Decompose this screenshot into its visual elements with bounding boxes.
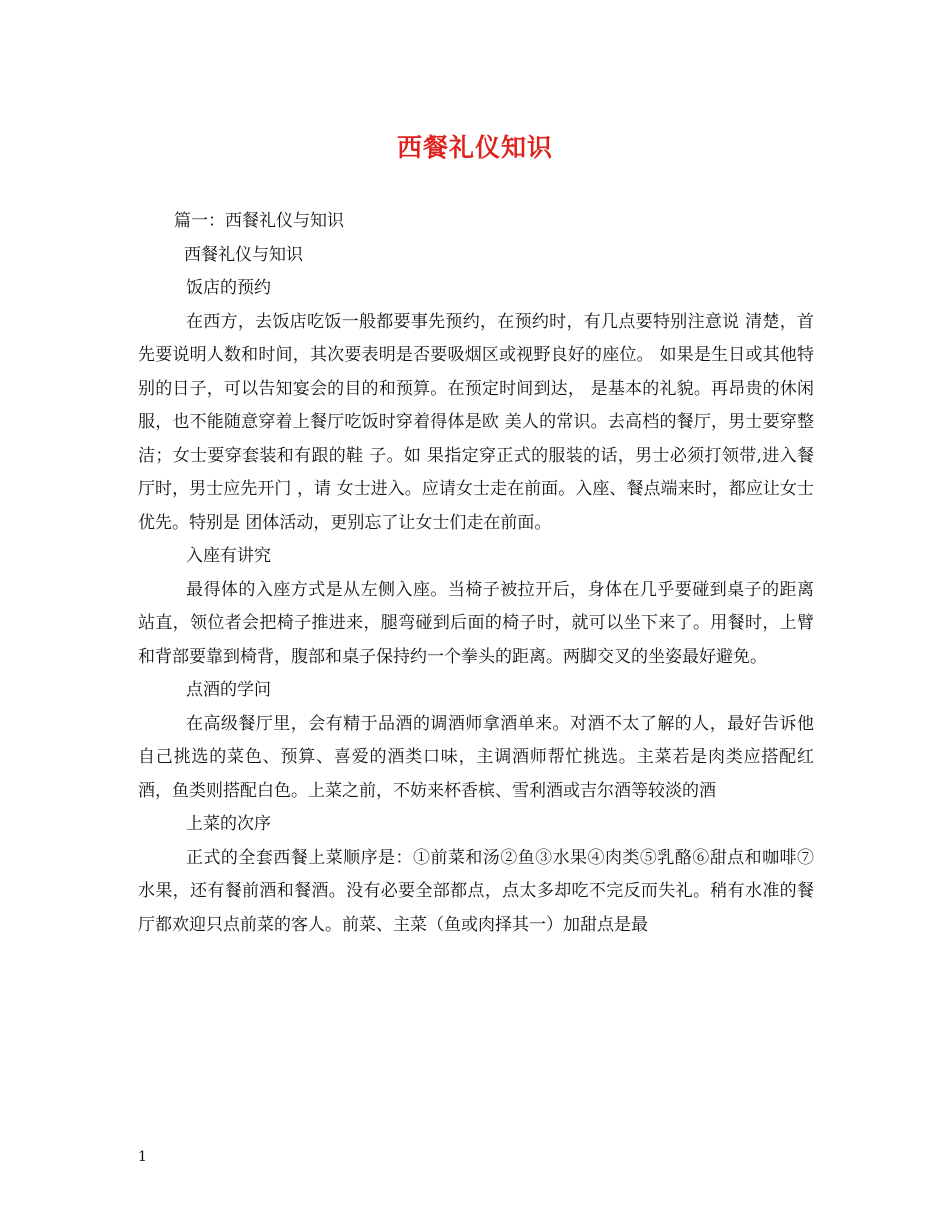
section-heading-wine: 点酒的学问 [186, 680, 271, 700]
chapter-heading: 篇一：西餐礼仪与知识 [174, 211, 344, 231]
document-subtitle: 西餐礼仪与知识 [184, 244, 303, 265]
section-paragraph-wine: 在高级餐厅里，会有精于品酒的调酒师拿酒单来。对酒不太了解的人，最好告诉他自己挑选的菜色、预算、喜爱的酒类口味，主调酒师帮忙挑选。主菜若是肉类应搭配红酒，鱼类则搭配白色。上菜之前，不妨来杯香槟、雪利酒或吉尔酒等较淡的酒 [138, 713, 814, 801]
page-number: 1 [138, 1149, 147, 1165]
section-heading-course-order: 上菜的次序 [186, 814, 271, 834]
section-heading-reservation: 饭店的预约 [186, 278, 271, 298]
section-paragraph-reservation: 在西方，去饭店吃饭一般都要事先预约，在预约时，有几点要特别注意说 清楚，首先要说明人数和时间，其次要表明是否要吸烟区或视野良好的座位。 如果是生日或其他特别的日子，可以告知宴会的目的和预算。在预定时间到达， 是基本的礼貌。再昂贵的休闲服，也不能随意穿着上餐厅吃饭时穿着得体是欧 美人的常识。去高档的餐厅，男士要穿整洁；女士要穿套装和有跟的鞋 子。如 果指定穿正式的服装的话，男士必须打领带,进入餐厅时，男士应先开门 ，请 女士进入。应请女士走在前面。入座、餐点端来时，都应让女士优先。特别是 团体活动，更别忘了让女士们走在前面。 [138, 311, 814, 533]
document-body [138, 205, 814, 942]
section-paragraph-course-order: 正式的全套西餐上菜顺序是：①前菜和汤②鱼③水果④肉类⑤乳酪⑥甜点和咖啡⑦水果，还有餐前酒和餐酒。没有必要全部都点，点太多却吃不完反而失礼。稍有水准的餐厅都欢迎只点前菜的客人。前菜、主菜（鱼或肉择其一）加甜点是最 [138, 847, 814, 935]
document-title: 西餐礼仪知识 [396, 133, 553, 162]
section-paragraph-seating: 最得体的入座方式是从左侧入座。当椅子被拉开后，身体在几乎要碰到桌子的距离站直，领位者会把椅子推进来，腿弯碰到后面的椅子时，就可以坐下来了。用餐时，上臂和背部要靠到椅背，腹部和桌子保持约一个拳头的距离。两脚交叉的坐姿最好避免。 [138, 579, 814, 667]
section-heading-seating: 入座有讲究 [186, 546, 271, 566]
